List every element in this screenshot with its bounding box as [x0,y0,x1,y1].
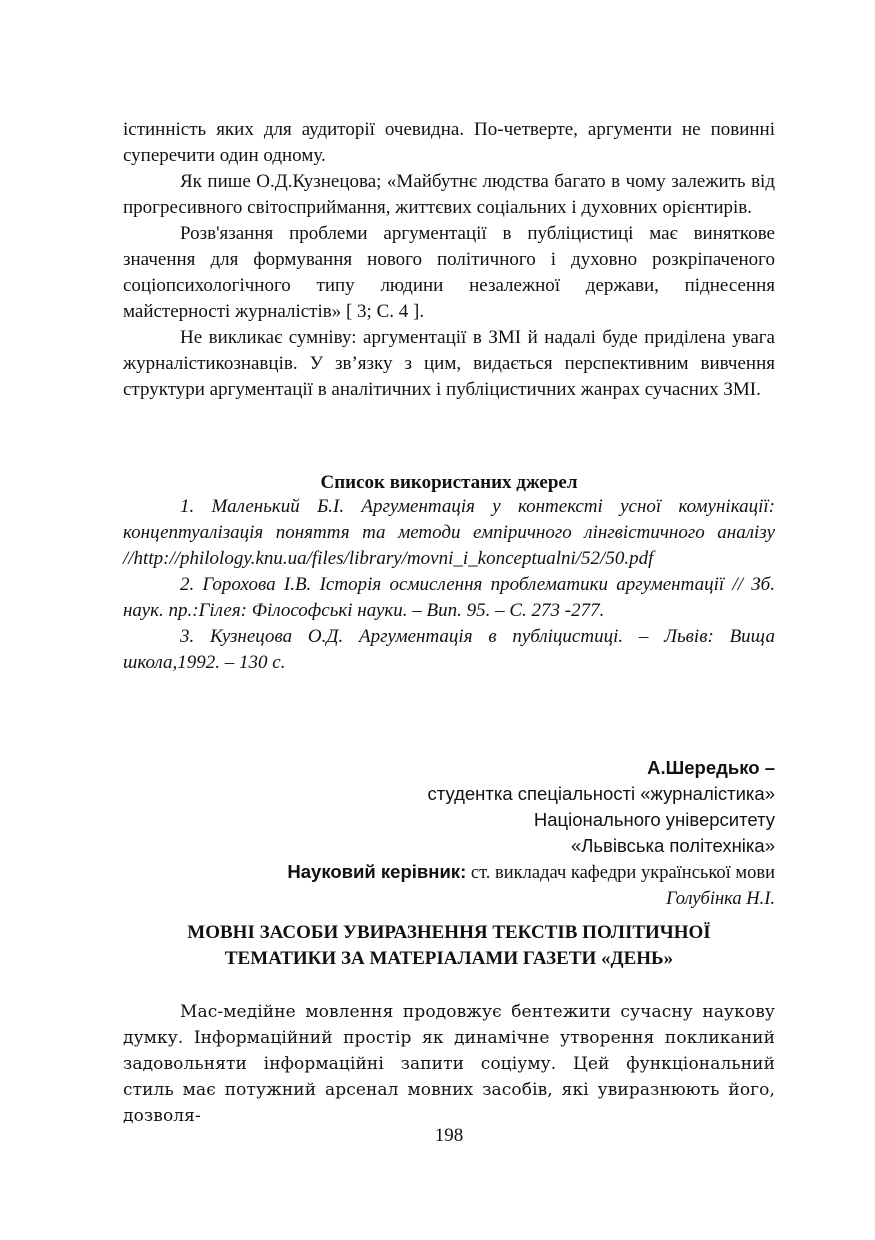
author-block [123,755,775,912]
references-list [123,494,775,676]
article-paragraph: Мас-медійне мовлення продовжує бентежити сучасну наукову думку. Інформаційний простір як динамічне утворення покликаний задовольняти інформаційні запити соціуму. Цей функціональний стиль має потужний арсенал мовних засобів, які увиразнюють його, дозволя- [123,1002,775,1126]
reference-item: 3. Кузнецова О.Д. Аргументація в публіцистиці. – Львів: Вища школа,1992. – 130 с. [123,626,775,673]
supervisor-name: Голубінка Н.І. [666,889,775,909]
paragraph-continuation: істинність яких для аудиторії очевидна. По-четверте, аргументи не повинні суперечити один одному. [123,119,775,166]
author-specialty: студентка спеціальності «журналістика» [427,783,775,804]
references-title: Список використаних джерел [320,472,578,493]
paragraph-conclusion: Не викликає сумніву: аргументації в ЗМІ й надалі буде приділена увага журналістикознавців. У зв’язку з цим, видається перспективним вивчення структури аргументації в аналітичних і публіцистичних жанрах сучасних ЗМІ. [123,327,775,400]
reference-item: 2. Горохова І.В. Історія осмислення проблематики аргументації // Зб. наук. пр.:Гілея: Філософські науки. – Вип. 95. – С. 273 -277. [123,574,775,621]
page-number: 198 [434,1125,464,1146]
supervisor-position: ст. викладач кафедри української мови [466,863,775,883]
body-text-block [123,117,775,403]
article-title-line1: МОВНІ ЗАСОБИ УВИРАЗНЕННЯ ТЕКСТІВ ПОЛІТИЧНОЇ [187,922,711,943]
reference-item: 1. Маленький Б.І. Аргументація у контексті усної комунікації: концептуалізація поняття та методи емпіричного лінгвістичного аналізу //http://philology.knu.ua/files/library/movni_i_konceptualni/52/50.pdf [123,496,775,569]
author-university: Національного університету [533,809,775,830]
author-name: А.Шередько – [647,757,775,778]
paragraph-quote-start: Як пише О.Д.Кузнецова; «Майбутнє людства багато в чому залежить від прогресивного світосприймання, життєвих соціальних і духовних орієнтирів. [123,171,775,218]
supervisor-label: Науковий керівник: [287,861,467,882]
article-title-line2: ТЕМАТИКИ ЗА МАТЕРІАЛАМИ ГАЗЕТИ «ДЕНЬ» [224,948,674,969]
supervisor-line [123,859,775,886]
author-university-name: «Львівська політехніка» [570,835,775,856]
article-body [123,999,775,1129]
document-page [123,0,775,1240]
article-title [123,920,775,972]
paragraph-quote-end: Розв'язання проблеми аргументації в публіцистиці має виняткове значення для формування нового політичного і духовно розкріпаченого соціопсихологічного типу людини незалежної держави, піднесення майстерності журналістів» [ 3; С. 4 ]. [123,223,775,322]
